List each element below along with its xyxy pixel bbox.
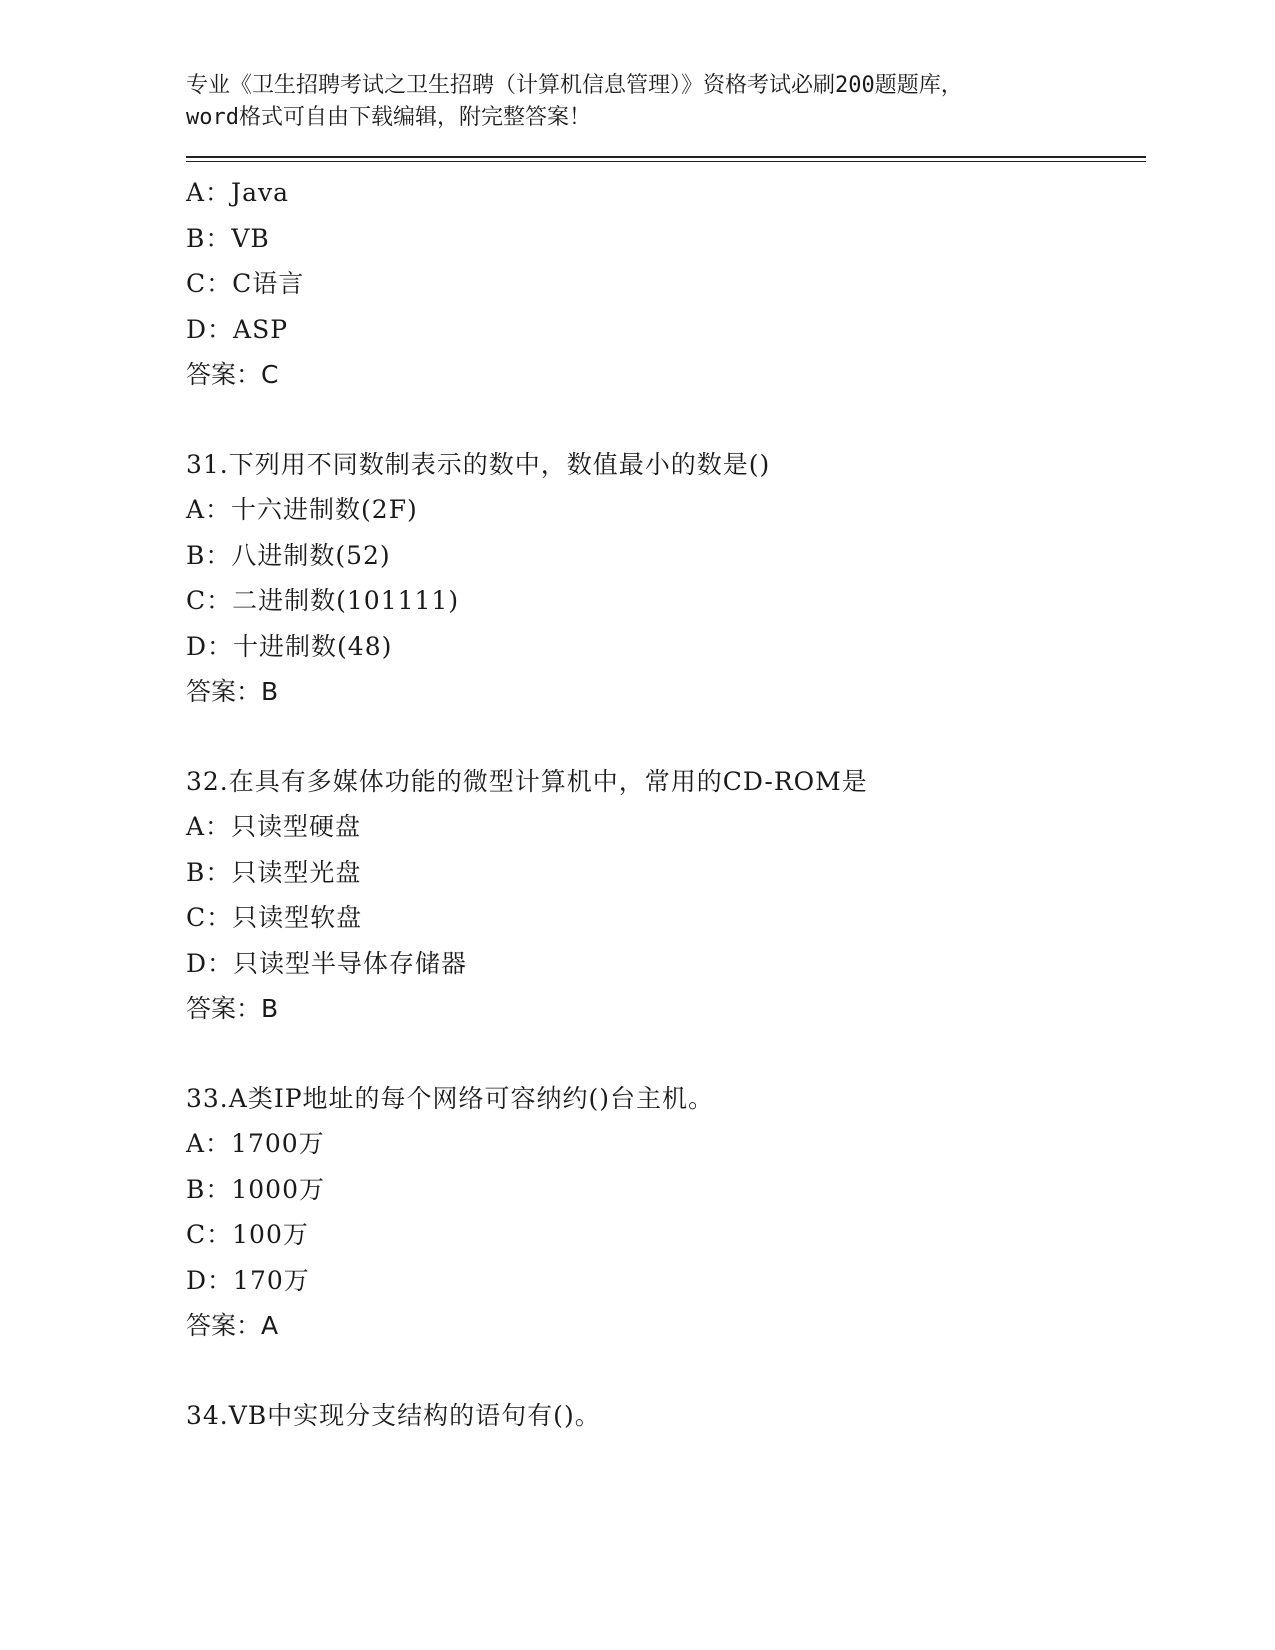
question-31-block <box>186 442 1146 715</box>
option-b: B：八进制数(52) <box>186 540 391 570</box>
question-34-block <box>186 1393 1146 1439</box>
answer-text: 答案：B <box>186 677 279 706</box>
option-a: A：只读型硬盘 <box>186 812 362 841</box>
header-title-line-2: word格式可自由下载编辑，附完整答案！ <box>186 105 591 130</box>
option-c: C：C语言 <box>186 269 305 298</box>
question-30-block <box>186 170 1146 398</box>
header-divider <box>186 156 1146 162</box>
option-b: B：只读型光盘 <box>186 857 362 887</box>
option-b: B：VB <box>186 223 270 253</box>
question-text: 33.A类IP地址的每个网络可容纳约()台主机。 <box>186 1083 715 1113</box>
answer-text: 答案：C <box>186 360 279 389</box>
option-c: C：100万 <box>186 1220 309 1249</box>
answer-text: 答案：B <box>186 994 279 1023</box>
option-a: A：1700万 <box>186 1129 325 1158</box>
question-text: 34.VB中实现分支结构的语句有()。 <box>186 1400 601 1430</box>
option-d: D：十进制数(48) <box>186 631 393 661</box>
option-a: A：Java <box>186 178 290 207</box>
question-32-block <box>186 759 1146 1032</box>
option-d: D：170万 <box>186 1265 310 1295</box>
option-b: B：1000万 <box>186 1174 325 1204</box>
question-33-block <box>186 1076 1146 1349</box>
answer-text: 答案：A <box>186 1311 279 1340</box>
question-text: 32.在具有多媒体功能的微型计算机中，常用的CD-ROM是 <box>186 766 868 796</box>
header-title-line-1: 专业《卫生招聘考试之卫生招聘（计算机信息管理）》资格考试必刷200题题库， <box>186 73 963 98</box>
option-d: D：ASP <box>186 314 289 344</box>
question-text: 31.下列用不同数制表示的数中，数值最小的数是() <box>186 449 771 479</box>
option-c: C：只读型软盘 <box>186 903 363 932</box>
document-page <box>186 70 1146 1438</box>
option-d: D：只读型半导体存储器 <box>186 948 468 978</box>
option-a: A：十六进制数(2F) <box>186 495 418 524</box>
option-c: C：二进制数(101111) <box>186 586 460 615</box>
